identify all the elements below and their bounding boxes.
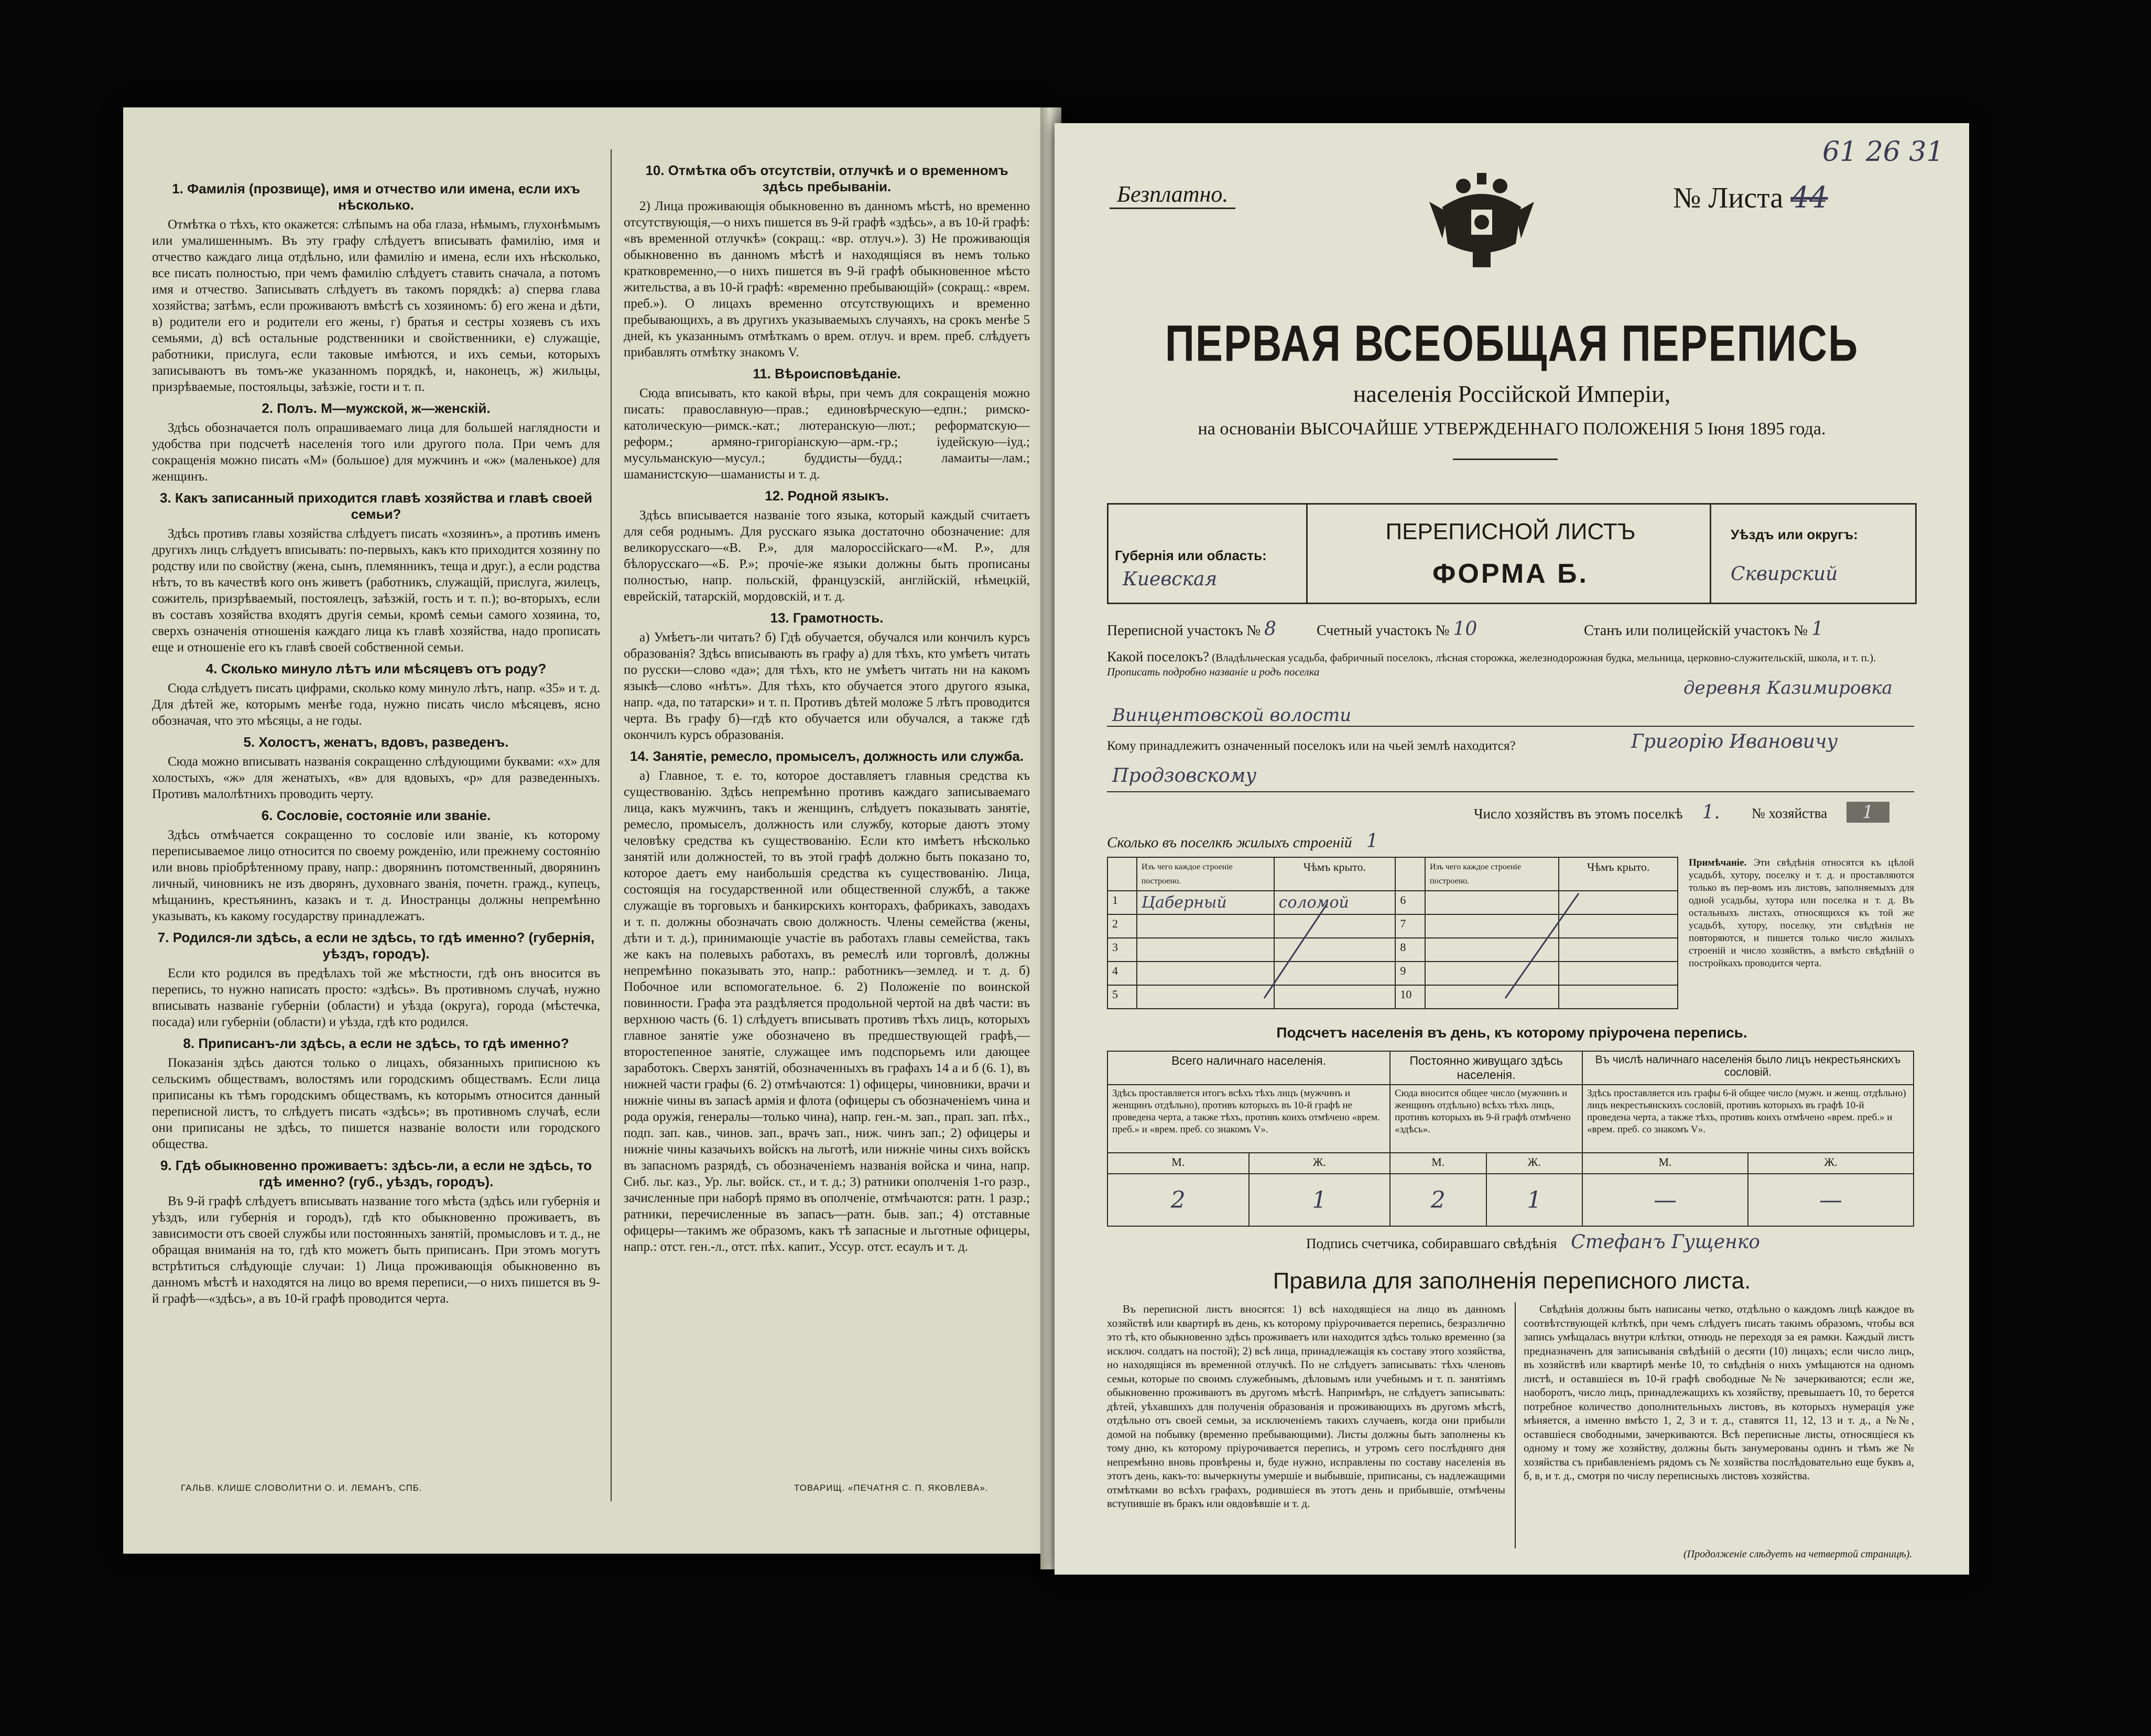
- settlement-hint: (Владѣльческая усадьба, фабричный поселокъ, лѣсная сторожка, железнодорожная будка, мельница, церковно-служительскій, школа, и т. п.).: [1212, 651, 1876, 664]
- col1-heading: 2. Полъ. М—мужской, ж—женскій.: [262, 400, 491, 416]
- column-divider: [611, 149, 612, 1501]
- census-district-value: 8: [1264, 618, 1276, 640]
- police-district-label: Станъ или полицейскій участокъ №: [1584, 623, 1808, 639]
- rules-continue-note: (Продолженіе слѣдуетъ на четвертой страницѣ).: [1683, 1548, 1913, 1560]
- title-rule: [1453, 458, 1558, 460]
- page-subtitle: населенія Россійской Имперіи,: [1353, 380, 1671, 407]
- col2-heading: 14. Занятіе, ремесло, промыселъ, должность или служба.: [629, 748, 1024, 764]
- col1-heading: 4. Сколько минуло лѣтъ или мѣсяцевъ отъ роду?: [205, 661, 547, 676]
- col1-paragraph: Сюда слѣдуетъ писать цифрами, сколько кому минуло лѣтъ, напр. «35» и т. д. Для дѣтей же, которымъ менѣе года, нужно писать число мѣсяцевъ, ясно обозначая, что это мѣсяцы, а не годы.: [152, 681, 600, 728]
- archive-number: 61 26 31: [1822, 136, 1944, 168]
- col2-paragraph: Здѣсь вписывается названіе того языка, который каждый считаетъ для себя роднымъ. Для русскаго языка достаточно обозначение: для великорусскаго—«В. Р.», для малороссійскаго—«М. Р.», для бѣлорусскаго—«Б. Р.»; прочіе-же языки должны быть прописаны полностью, напр. польскій, французскій, англійскій, нѣмецкій, еврейскій, татарскій, мордовскій, и т. д.: [624, 508, 1030, 604]
- households-count: [1474, 802, 1720, 823]
- guberniya-label: Губернія или область:: [1115, 548, 1267, 563]
- row-num: 1: [1107, 891, 1137, 914]
- col-zh: Ж.: [1486, 1153, 1582, 1174]
- total-women: 1: [1249, 1174, 1390, 1226]
- row-num: 3: [1107, 938, 1137, 962]
- header-box-bottom: [1107, 603, 1917, 604]
- signature-label: Подпись счетчика, собиравшаго свѣдѣнія: [1306, 1236, 1557, 1251]
- signature-value: Стефанъ Гущенко: [1571, 1231, 1760, 1253]
- row-num: 6: [1395, 891, 1425, 914]
- owner-value-2: Продзовскому: [1112, 765, 1257, 787]
- settlement-hint2: Прописать подробно названіе и родъ поселка: [1107, 665, 1320, 678]
- row-num: 2: [1107, 914, 1137, 938]
- row-num: 5: [1107, 985, 1137, 1009]
- rules-right-column: Свѣдѣнія должны быть написаны четко, отдѣльно о каждомъ лицѣ каждое въ соотвѣтствующей клѣткѣ, при чемъ слѣдуетъ писать такимъ образомъ, чтобы вся запись умѣщалась внутри клѣтки, отнюдь не переходя за ея рамки. Каждый листъ предназначенъ для записыванія свѣдѣній о десяти (10) лицахъ; если число лицъ, въ хозяйствѣ или квартирѣ менѣе 10, то свѣдѣнія о нихъ умѣщаются на одномъ листѣ, и оставшіеся въ 10-й графѣ свободные №№ зачеркиваются; если же, наоборотъ, число лицъ, принадлежащихъ къ хозяйству, превышаетъ 10, то берется потребное количество дополнительныхъ листовъ, въ которыхъ нумерація уже мѣняется, а именно вмѣсто 1, 2, 3 и т. д., ставятся 11, 12, 13 и т. д., а №№, оставшіеся свободными, зачеркиваются. Всѣ переписные листы, относящіеся къ одному и тому же хозяйству, должны быть занумерованы одинъ и тѣмъ же № хозяйства съ прибавленіемъ рядомъ съ № хозяйства послѣдовательно еще буквъ а, б, в, и т. д., смотря по числу переписныхъ листовъ хозяйства.: [1524, 1303, 1914, 1482]
- col1-paragraph: Отмѣтка о тѣхъ, кто окажется: слѣпымъ на оба глаза, нѣмымъ, глухонѣмымъ или умалишеннымъ. Въ эту графу слѣдуетъ вписывать фамилію, имя и отчество каждаго лица отдѣльно, или фамилію и имена, если ихъ нѣсколько, все писать полностью, при чемъ фамилію слѣдуетъ ставить сначала, а потомъ имя и отчество. Записывать слѣдуетъ въ такомъ порядкѣ: а) сперва глава хозяйства; затѣмъ, если проживаютъ вмѣстѣ съ хозяиномъ: б) его жена и дѣти, в) родители его и родители его жены, г) братья и сестры хозяевъ съ ихъ семьями, д) всѣ остальные родственники и свойственники, е) служащіе, работники, прислуга, если таковые имѣются, и ихъ семьи, которыхъ записываютъ въ томъ-же указанномъ порядкѣ, и, наконецъ, ж) жильцы, призрѣваемые, постояльцы, заѣзжіе, гости и т. п.: [152, 217, 600, 394]
- count-desc-total: Здѣсь проставляется итогъ всѣхъ тѣхъ лицъ (мужчинъ и женщинъ отдѣльно), противъ которыхъ въ 10-й графѣ не проведена черта, а также тѣхъ, противъ коихъ отмѣчено «врем. преб.» и «врем. преб. со знакомъ V».: [1107, 1085, 1390, 1153]
- col2-paragraph: а) Главное, т. е. то, которое доставляетъ главныя средства къ существованію. Здѣсь непремѣнно противъ каждаго записываемаго лица, какъ мужчинъ, такъ и женщинъ, слѣдуетъ показывать занятіе, ремесло, промыселъ, должность или службу, которые даютъ этому человѣку средства къ существованію. Если кто имѣетъ нѣсколько занятій или должностей, то въ этой графѣ должно быть показано то, которое даетъ ему наибольшія средства къ существованію. Лица, состоящія на государственной или общественной службѣ, а также служащіе въ торговыхъ и банкирскихъ конторахъ, фабрикахъ, заводахъ и т. п. должны обозначать свою должность. Члены семейства (жены, дѣти и т. д.), принимающіе участіе въ работахъ главы семейства, такъ же какъ на полевыхъ работахъ, въ ремеслѣ или торговлѣ, должны непремѣнно показывать это, напр.: работникъ—землед. и т. д. б) Побочное или вспомогательное. 6. 2) Положеніе по воинской повинности. Графа эта раздѣляется продольной чертой на двѣ части: въ верхнюю часть (6. 1) слѣдуетъ вписывать противъ тѣхъ лицъ, которыхъ главное занятіе уже обозначено въ предшествующей графѣ,—второстепенное занятіе, служащее имъ подспорьемъ или дающее заработокъ. Сверхъ занятій, обозначенныхъ въ графахъ 14 а и б (6. 1), въ нижней части графы (6. 2) отмѣчаются: 1) офицеры, чиновники, врачи и нижніе чины въ запасѣ армія и флота (офицеры съ обозначеніемъ чина и рода оружія, генералы—только чина), напр. ген.-м. зап., прап. зап. пѣх., подп. зап. кав., чинов. зап., врачъ зап., ниж. чинъ зап.; 2) офицеры и нижніе чины казачьихъ войскъ на льготѣ, или нижніе чины сихъ войскъ въ запасномъ разрядѣ, съ обозначеніемъ названія войска и чина, напр. Сиб. льг. каз., Ур. льг. войск. ст., и т. д.; 3) ратники ополченія 1-го разр., зачисленные при наборѣ прямо въ ополченіе, отмѣчаются: ратн. 1 разр.; ратники, перечисленные въ запасъ—ратн. быв. зап.; 4) отставные офицеры—такимъ же образомъ, какъ тѣ запасные и льготные офицеры, напр.: отст. ген.-л., отст. пѣх. капит., Уссур. отст. есаулъ и т. д.: [624, 769, 1030, 1254]
- col1-heading: 7. Родился-ли здѣсь, а если не здѣсь, то гдѣ именно? (губернія, уѣздъ, городъ).: [157, 930, 595, 962]
- population-count-table: [1107, 1051, 1914, 1227]
- census-district-label: Переписной участокъ №: [1107, 623, 1261, 639]
- count-header-permanent: Постоянно живущаго здѣсь населенія.: [1390, 1051, 1582, 1085]
- header-box-div1: [1306, 503, 1308, 603]
- col2-heading: 11. Вѣроисповѣданіе.: [753, 366, 901, 381]
- permanent-men: 2: [1390, 1174, 1486, 1226]
- buildings-col-roof-2: Чѣмъ крыто.: [1559, 857, 1678, 891]
- col2-paragraph: Сюда вписывать, кто какой вѣры, при чемъ для сокращенія можно писать: православную—прав.; единовѣрческую—едпн.; римско-католическую—римск.-кат.; лютеранскую—лют.; реформатскую—реформ.; армяно-григоріанскую—арм.-гр.; іудейскую—іуд.; мусульманскую—мусул.; буддисты—будд.; ламаиты—лам.; шаманистскую—шаманисты и т. д.: [624, 386, 1030, 482]
- total-men: 2: [1107, 1174, 1249, 1226]
- rules-left-column: Въ переписной листъ вносятся: 1) всѣ находящіеся на лицо въ данномъ хозяйствѣ или квартирѣ въ день, къ которому пріурочивается перепись, безразлично это тѣ, кто обыкновенно здѣсь проживаетъ или находится здѣсь только временно (за исключ. солдатъ на постой); 2) всѣ лица, принадлежащія къ составу этого хозяйства, но находящіяся въ временной отлучкѣ. По не слѣдуетъ записывать: тѣхъ членовъ семьи, которые по своимъ служебнымъ, дѣловымъ или учебнымъ и т. п. занятіямъ обыкновенно проживаютъ въ другомъ мѣстѣ. Напримѣръ, не слѣдуетъ записывать: дѣтей, уѣхавшихъ для полученія образованія и проживающихъ въ другомъ мѣстѣ, отдѣльно отъ своей семьи, за исключеніемъ такихъ случаевъ, когда они прибыли домой на побывку (временно пребывающими). Листы должны быть заполнены къ тому дню, къ которому пріурочивается перепись, и утромъ сего послѣдняго дня непремѣнно вновь провѣрены и, буде нужно, исправлены по составу населенія въ этотъ день, какъ-то: вычеркнуты умершіе и выбывшіе, приписаны, съ надлежащими отмѣтками во всѣхъ графахъ, родившіеся въ этотъ день и прибывшіе, отмѣчены вступившіе въ бракъ или овдовѣвшіе и т. д.: [1107, 1303, 1505, 1510]
- col-m: М.: [1107, 1153, 1249, 1174]
- left-page: [123, 107, 1047, 1554]
- sheet-type-line1: ПЕРЕПИСНОЙ ЛИСТЪ: [1385, 519, 1636, 544]
- page-title: ПЕРВАЯ ВСЕОБЩАЯ ПЕРЕПИСЬ: [1165, 314, 1859, 372]
- owner-label: Кому принадлежитъ означенный поселокъ или на чьей землѣ находится?: [1107, 739, 1516, 753]
- col2-paragraph: 2) Лица проживающія обыкновенно въ данномъ мѣстѣ, но временно отсутствующія,—о нихъ пишется въ 9-й графѣ «здѣсь», а въ 10-й графѣ: «въ временной отлучкѣ» (сокращ.: «вр. отлуч.»). 3) Не проживающія обыкновенно въ данномъ мѣстѣ и находящіяся въ немъ только кратковременно,—о нихъ пишется въ 9-й графѣ обыкновенное мѣсто жительства, а въ 10-й графѣ: «временно пребывающій» (сокращ.: «врем. преб.»). О лицахъ временно отсутствующихъ и временно пребывающихъ, а въ другихъ указываемыхъ случаяхъ, на срокъ менѣе 5 дней, къ указаннымъ отмѣткамъ о врем. отлуч. и врем. преб. слѣдуетъ прибавлять отмѣтку знакомъ V.: [624, 199, 1030, 359]
- col-zh: Ж.: [1748, 1153, 1914, 1174]
- imprint-left: ГАЛЬВ. КЛИШЕ СЛОВОЛИТНИ О. И. ЛЕМАНЪ, СПБ.: [181, 1483, 422, 1493]
- col1-paragraph: Здѣсь противъ главы хозяйства слѣдуетъ писать «хозяинъ», а противъ именъ другихъ лицъ слѣдуетъ вписывать: по-первыхъ, какъ кто приходится хозяину по родству или по свойству (жена, сынъ, племянникъ, теща и друг.), а если родства нѣтъ, то въ качествѣ кого онъ живетъ (работникъ, служащій, прислуга, жилецъ, сожитель, призрѣваемый, постоялецъ, заѣзжій, гость и т. п.); во-вторыхъ, если въ составъ хозяйства входятъ другія семьи, кромѣ семьи самого хозяина, то, сверхъ означенія отношенія каждаго лица къ главѣ хозяйства, надо прописать еще и отношеніе его къ главѣ своей собственной семьи.: [152, 527, 600, 654]
- non-peasant-women: —: [1748, 1174, 1914, 1226]
- households-label: Число хозяйствъ въ этомъ поселкѣ: [1474, 806, 1683, 822]
- sheet-type-line2: ФОРМА Б.: [1432, 559, 1589, 589]
- row-num: 8: [1395, 938, 1425, 962]
- owner-value: Григорію Ивановичу: [1631, 731, 1838, 752]
- sheet-number: [1673, 181, 1828, 215]
- settlement-label: Какой поселокъ?: [1107, 649, 1210, 664]
- col1-paragraph: Здѣсь обозначается полъ опрашиваемаго лица для большей наглядности и удобства при подсчетѣ населенія того или другого пола. При чемъ для сокращенія можно писать «М» (большое) для мужчинъ и «ж» (маленькое) для женщинъ.: [152, 421, 600, 484]
- roof-1: соломой: [1274, 891, 1396, 914]
- count-header-non-peasant: Въ числѣ наличнаго населенія было лицъ некрестьянскихъ сословій.: [1582, 1051, 1914, 1085]
- header-box-div2: [1710, 503, 1711, 603]
- households-value: 1.: [1702, 802, 1720, 823]
- rules-divider: [1515, 1302, 1516, 1548]
- col-m: М.: [1582, 1153, 1748, 1174]
- header-box-left: [1107, 503, 1109, 603]
- col1-heading: 5. Холостъ, женатъ, вдовъ, разведенъ.: [243, 734, 509, 750]
- guberniya-value: Киевская: [1123, 569, 1218, 590]
- imprint-right: ТОВАРИЩ. «ПЕЧАТНЯ С. П. ЯКОВЛЕВА».: [794, 1483, 988, 1493]
- double-headed-eagle-emblem: [1427, 170, 1537, 270]
- col1-heading: 6. Сословіе, состояніе или званіе.: [261, 807, 491, 823]
- col1-heading: 3. Какъ записанный приходится главѣ хозяйства и главѣ своей семьи?: [159, 490, 593, 522]
- signature: [1306, 1231, 1760, 1253]
- col1-heading: 9. Гдѣ обыкновенно проживаетъ: здѣсь-ли, а если не здѣсь, то гдѣ именно? (губ., уѣздъ, городъ).: [160, 1158, 592, 1189]
- row-num: 9: [1395, 962, 1425, 985]
- census-district: [1107, 618, 1276, 640]
- buildings-question: [1107, 831, 1378, 852]
- note-text: Эти свѣдѣнія относятся къ цѣлой усадьбѣ, хутору, поселку и т. д. и проставляются только въ пер-вомъ изъ листовъ, заполняемыхъ для одной усадьбы, хутора или поселка и т. д. Въ остальныхъ листахъ, относящихся къ той же усадьбѣ, хутору, поселку, эти свѣдѣнія не повторяются, и пишется только число жилыхъ строеній и число хозяйствъ, а вмѣсто свѣдѣній о постройкахъ проводится черта.: [1689, 857, 1914, 969]
- legal-basis: на основаніи ВЫСОЧАЙШЕ УТВЕРЖДЕННАГО ПОЛОЖЕНІЯ 5 Іюня 1895 года.: [1198, 419, 1826, 439]
- buildings-col-material-2: Изъ чего каждое строеніе построено.: [1425, 857, 1559, 891]
- col-m: М.: [1390, 1153, 1486, 1174]
- settlement-value-2: Винцентовской волости: [1112, 705, 1352, 726]
- col1-heading: 1. Фамилія (прозвище), имя и отчество или имена, если ихъ нѣсколько.: [172, 181, 580, 213]
- col2-heading: 13. Грамотность.: [770, 610, 884, 626]
- note-label: Примѣчаніе.: [1689, 857, 1747, 868]
- col1-paragraph: Сюда можно вписывать названія сокращенно слѣдующими буквами: «х» для холостыхъ, «ж» для женатыхъ, «в» для вдовыхъ, «р» для разведенныхъ. Противъ малолѣтнихъ проводить черту.: [152, 755, 600, 801]
- counting-district-value: 10: [1453, 618, 1478, 640]
- free-label: Безплатно.: [1110, 181, 1235, 209]
- settlement-value: деревня Казимировка: [1683, 678, 1893, 698]
- col1-paragraph: Въ 9-й графѣ слѣдуетъ вписывать название того мѣста (здѣсь или губернія и уѣздъ, или губернія и городъ), гдѣ кто обыкновенно проживаетъ, въ зависимости отъ своей службы или постоянныхъ занятій, промысловъ и т. д., не обращая вниманія на то, гдѣ кто можетъ быть приписанъ. При этомъ могутъ встрѣтиться слѣдующіе случаи: 1) Лица проживающія обыкновенно въ данномъ мѣстѣ и находятся на лицо во время переписи,—о нихъ пишется въ 9-й графѣ—«здѣсь», а въ 10-й графѣ проводится черта.: [152, 1194, 600, 1306]
- buildings-label: Сколько въ поселкѣ жилыхъ строеній: [1107, 834, 1352, 851]
- permanent-women: 1: [1486, 1174, 1582, 1226]
- police-district: [1584, 618, 1823, 640]
- buildings-col-material: Изъ чего каждое строеніе построено.: [1137, 857, 1274, 891]
- counting-district-label: Счетный участокъ №: [1317, 623, 1450, 639]
- right-page: [1055, 123, 1969, 1575]
- left-column-1: [152, 176, 600, 1470]
- sheet-number-value: 44: [1790, 181, 1828, 215]
- left-column-2: [624, 157, 1030, 1499]
- uezd-value: Сквирский: [1731, 563, 1838, 585]
- police-district-value: 1: [1811, 618, 1823, 640]
- sheet-number-label: № Листа: [1673, 182, 1784, 214]
- row-num: 7: [1395, 914, 1425, 938]
- uezd-label: Уѣздъ или округъ:: [1731, 527, 1858, 542]
- household-number: [1752, 802, 1889, 823]
- material-1: Цаберный: [1137, 891, 1274, 914]
- count-header-total: Всего наличнаго населенія.: [1107, 1051, 1390, 1085]
- rules-title: Правила для заполненія переписного листа.: [1273, 1268, 1751, 1294]
- count-title: Подсчетъ населенія въ день, къ которому пріурочена перепись.: [1276, 1024, 1747, 1041]
- col2-paragraph: а) Умѣетъ-ли читать? б) Гдѣ обучается, обучался или кончилъ курсъ образованія? Здѣсь вписывають въ графу а) для тѣхъ, кто умѣетъ читать по русски—слово «да»; для тѣхъ, кто не умѣетъ читать ни на какомъ языкѣ—слово «нѣтъ». Для тѣхъ, кто обучается этого другого языка, напр. «да, по татарски» и т. п. Противъ дѣтей моложе 5 лѣтъ проводится черта. Въ графу б)—гдѣ кто обучается или обучался, а также гдѣ окончилъ курсъ образованія.: [624, 630, 1030, 742]
- row-num: 4: [1107, 962, 1137, 985]
- household-number-value: 1: [1846, 802, 1889, 823]
- col1-paragraph: Если кто родился въ предѣлахъ той же мѣстности, гдѣ онъ вносится въ перепись, то нужно написать просто: «здѣсь». Въ противномъ случаѣ, нужно вписывать названіе губерніи (области) и уѣзда (округа), города (мѣстечка, посада) или губерніи (области) и уѣзда, гдѣ кто родился.: [152, 966, 600, 1029]
- count-desc-non-peasant: Здѣсь проставляется изъ графы 6-й общее число (мужч. и женщ. отдѣльно) лицъ некрестьянскихъ сословій, противъ которыхъ въ графѣ 10-й проведена черта, а также тѣхъ, противъ коихъ отмѣчено «врем. преб.» и «врем. преб. со знакомъ V».: [1582, 1085, 1914, 1153]
- buildings-note: [1689, 857, 1914, 970]
- row-num: 10: [1395, 985, 1425, 1009]
- household-number-label: № хозяйства: [1752, 805, 1828, 821]
- settlement-question: [1107, 650, 1914, 679]
- header-box-right: [1915, 503, 1917, 603]
- non-peasant-men: —: [1582, 1174, 1748, 1226]
- strikethrough-marks: [1107, 883, 1678, 1003]
- header-box-top: [1107, 503, 1917, 505]
- col1-heading: 8. Приписанъ-ли здѣсь, а если не здѣсь, то гдѣ именно?: [183, 1035, 569, 1051]
- counting-district: [1317, 618, 1477, 640]
- owner-underline: [1107, 791, 1914, 792]
- buildings-value: 1: [1366, 831, 1378, 852]
- col1-paragraph: Здѣсь отмѣчается сокращенно то сословіе или званіе, къ которому переписываемое лицо относится по своему рожденію, или прежнему состоянію или вновь пріобрѣтенному праву, напр.: дворянинъ потомственный, дворянинъ личный, чиновникъ не изъ дворянъ, духовнаго званія, почетн. гражд., купецъ, мѣщанинъ, крестьянинъ, казакъ и т. д. Иностранцы должны непремѣнно указывать, къ какому государству принадлежатъ.: [152, 828, 600, 923]
- settlement-underline: [1107, 726, 1914, 727]
- buildings-col-roof: Чѣмъ крыто.: [1274, 857, 1396, 891]
- col2-heading: 12. Родной языкъ.: [765, 488, 889, 504]
- col2-heading: 10. Отмѣтка объ отсутствіи, отлучкѣ и о временномъ здѣсь пребываніи.: [645, 162, 1008, 194]
- col1-paragraph: Показанія здѣсь даются только о лицахъ, обязанныхъ приписною къ сельскимъ обществамъ, волостямъ или городскимъ обществамъ. Если лица приписаны къ тѣмъ городскимъ обществамъ, къ которымъ относится данный переписной листъ, то слѣдуетъ писать «здѣсь»; въ противномъ случаѣ, если они приписаны не здѣсь, то пишется названіе волости или городского общества.: [152, 1056, 600, 1151]
- count-desc-permanent: Сюда вносится общее число (мужчинъ и женщинъ отдѣльно) всѣхъ тѣхъ лицъ, противъ которыхъ въ 9-й графѣ отмѣчено «здѣсь».: [1390, 1085, 1582, 1153]
- col-zh: Ж.: [1249, 1153, 1390, 1174]
